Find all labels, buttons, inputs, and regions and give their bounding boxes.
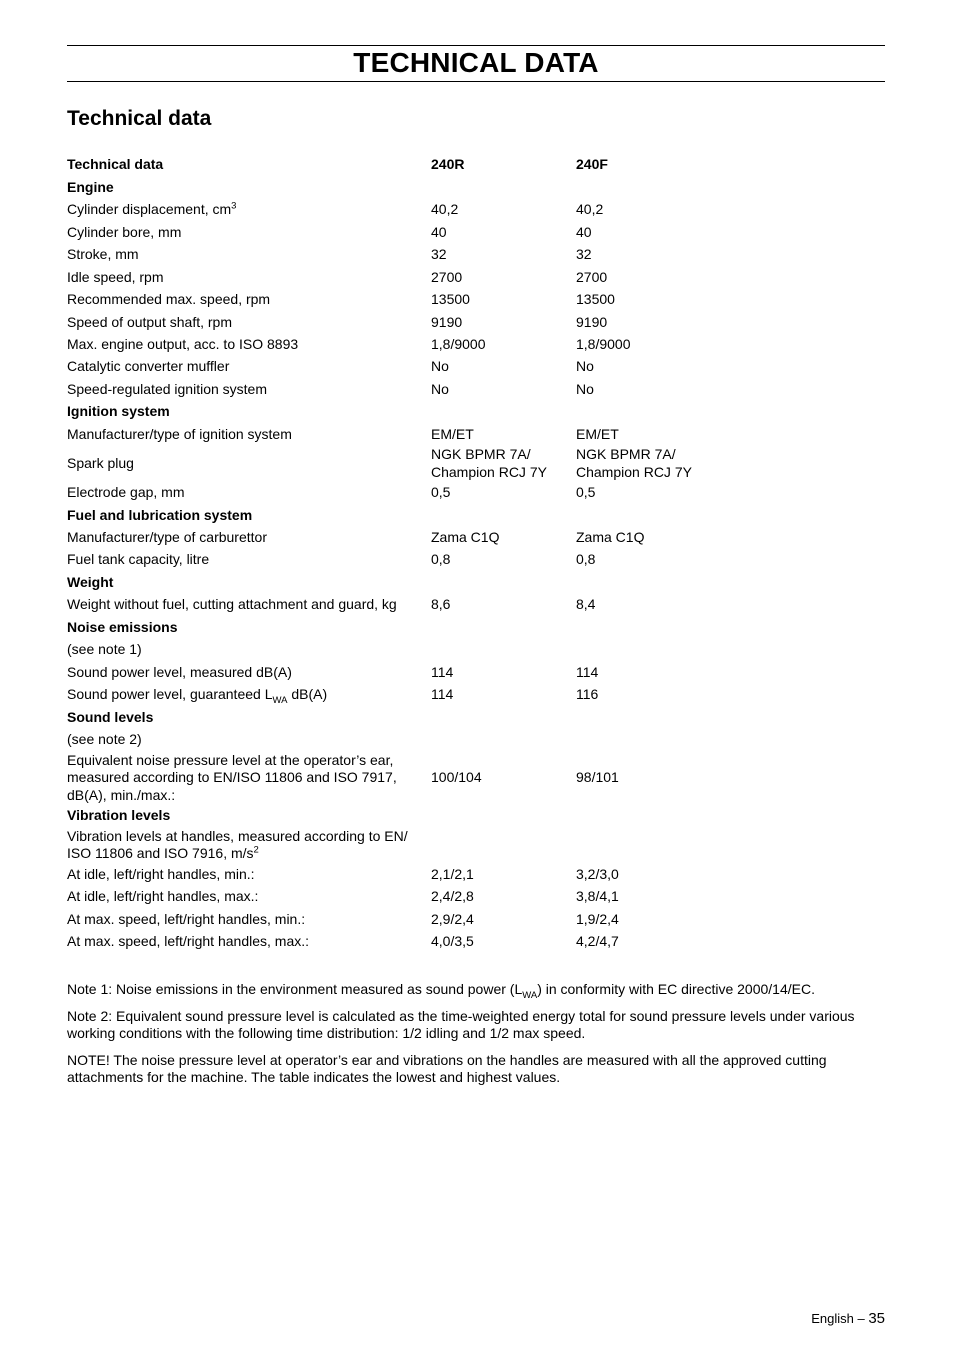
table-row xyxy=(67,266,887,288)
value-240f: 1,8/9000 xyxy=(576,335,631,352)
value-240f: 13500 xyxy=(576,291,615,308)
value-240f: 4,2/4,7 xyxy=(576,933,619,950)
row-label: Manufacturer/type of ignition system xyxy=(67,425,292,442)
table-section-row xyxy=(67,616,887,638)
value-240f: 9190 xyxy=(576,313,608,330)
section-title: Technical data xyxy=(67,107,212,130)
row-label: At idle, left/right handles, max.: xyxy=(67,888,259,905)
table-row xyxy=(67,334,887,356)
row-label: Cylinder bore, mm xyxy=(67,223,182,240)
row-label: At max. speed, left/right handles, max.: xyxy=(67,933,310,950)
note-2: Note 2: Equivalent sound pressure level is calculated as the time-weighted energy total for sound pressure levels under various working conditions with the following time distribution: 1/2 idling and 1/2 max speed. xyxy=(67,1007,855,1041)
note-3: NOTE! The noise pressure level at operator’s ear and vibrations on the handles are measured with all the approved cutting attachments for the machine. The table indicates the lowest and highest values. xyxy=(67,1051,827,1085)
table-section-row xyxy=(67,401,887,423)
section-heading: Weight xyxy=(67,573,114,590)
value-240r: 100/104 xyxy=(431,769,482,786)
value-240r: 4,0/3,5 xyxy=(431,933,474,950)
value-240f: 40,2 xyxy=(576,201,604,218)
table-row xyxy=(67,378,887,400)
row-label: Cylinder displacement, $cm^3$ xyxy=(67,200,237,218)
table-row xyxy=(67,908,887,930)
header-bottom-rule xyxy=(67,81,885,82)
row-label: Speed of output shaft, rpm xyxy=(67,313,232,330)
row-label: Recommended max. speed, rpm xyxy=(67,291,271,308)
section-heading: Vibration levels xyxy=(67,807,171,824)
table-row xyxy=(67,886,887,908)
value-240f xyxy=(576,729,887,751)
row-label: At idle, left/right handles, min.: xyxy=(67,865,255,882)
row-label: Idle speed, rpm xyxy=(67,268,164,285)
value-240r: No xyxy=(431,358,449,375)
value-240r: Zama C1Q xyxy=(431,529,500,546)
table-row xyxy=(67,356,887,378)
value-240r: 40 xyxy=(431,223,447,240)
row-label: Sound power level, measured dB(A) xyxy=(67,663,292,680)
value-240f: 3,2/3,0 xyxy=(576,865,619,882)
table-row xyxy=(67,639,887,661)
table-row xyxy=(67,199,887,221)
page-number: 35 xyxy=(868,1310,885,1327)
table-row xyxy=(67,751,887,805)
value-240r: 0,8 xyxy=(431,551,451,568)
row-label: (see note 2) xyxy=(67,730,142,747)
row-label: Manufacturer/type of carburettor xyxy=(67,529,267,546)
table-row xyxy=(67,289,887,311)
value-240f: 0,8 xyxy=(576,551,596,568)
row-label: Weight without fuel, cutting attachment and guard, kg xyxy=(67,596,397,613)
value-240r: 2,1/2,1 xyxy=(431,865,474,882)
row-label: (see note 1) xyxy=(67,641,142,658)
note-1: Note 1: Noise emissions in the environment measured as sound power $(L_{WA})$ in conformity with EC directive 2000/14/EC. xyxy=(67,981,815,1001)
value-240f: 98/101 xyxy=(576,769,619,786)
table-section-row xyxy=(67,504,887,526)
table-row xyxy=(67,594,887,616)
value-240r: 114 xyxy=(431,686,454,703)
table-header-240r: 240R xyxy=(431,156,465,173)
row-label: Max. engine output, acc. to ISO 8893 xyxy=(67,335,299,352)
table-row xyxy=(67,221,887,243)
table-row xyxy=(67,931,887,953)
value-240f: 2700 xyxy=(576,268,608,285)
table-header-240f: 240F xyxy=(576,156,608,173)
table-row xyxy=(67,446,887,482)
row-label: Speed-regulated ignition system xyxy=(67,380,268,397)
table-header-row xyxy=(67,154,887,176)
row-label: Equivalent noise pressure level at the operator’s ear, measured according to EN/ISO 11806 and ISO 7917, dB(A), min./max.: xyxy=(67,751,397,803)
notes-block xyxy=(67,981,885,1096)
table-section-row xyxy=(67,176,887,198)
value-240r: EM/ET xyxy=(431,425,474,442)
table-row xyxy=(67,482,887,504)
table-row xyxy=(67,244,887,266)
value-240r: 0,5 xyxy=(431,484,451,501)
table-row xyxy=(67,549,887,571)
technical-data-table xyxy=(67,154,887,953)
value-240r: NGK BPMR 7A/ Champion RCJ 7Y xyxy=(431,446,547,480)
value-240f: 8,4 xyxy=(576,596,596,613)
row-label: Spark plug xyxy=(67,454,134,471)
value-240r: 8,6 xyxy=(431,596,451,613)
row-label: Fuel tank capacity, litre xyxy=(67,551,210,568)
value-240f: 3,8/4,1 xyxy=(576,888,619,905)
value-240f: 0,5 xyxy=(576,484,596,501)
value-240r: 2,4/2,8 xyxy=(431,888,474,905)
value-240r xyxy=(431,639,576,661)
table-row xyxy=(67,423,887,445)
footer-language: English xyxy=(811,1311,854,1326)
section-heading: Fuel and lubrication system xyxy=(67,506,253,523)
value-240f: No xyxy=(576,380,594,397)
value-240r: 32 xyxy=(431,246,447,263)
value-240f: 1,9/2,4 xyxy=(576,910,619,927)
table-row xyxy=(67,684,887,706)
table-row xyxy=(67,863,887,885)
row-label: Vibration levels at handles, measured according to EN/ ISO 11806 and ISO 7916, $m/s^2$ xyxy=(67,827,408,862)
table-section-row xyxy=(67,805,887,827)
value-240r: 1,8/9000 xyxy=(431,335,486,352)
section-heading: Sound levels xyxy=(67,708,154,725)
value-240r xyxy=(431,827,576,863)
value-240r xyxy=(431,729,576,751)
value-240f: 114 xyxy=(576,663,599,680)
value-240r: 114 xyxy=(431,663,454,680)
table-row xyxy=(67,827,887,863)
value-240f: NGK BPMR 7A/ Champion RCJ 7Y xyxy=(576,446,692,480)
value-240f: 116 xyxy=(576,686,599,703)
value-240f: No xyxy=(576,358,594,375)
value-240f: EM/ET xyxy=(576,425,619,442)
value-240r: 2,9/2,4 xyxy=(431,910,474,927)
section-heading: Noise emissions xyxy=(67,618,178,635)
value-240f: Zama C1Q xyxy=(576,529,645,546)
value-240r: 40,2 xyxy=(431,201,459,218)
row-label: Stroke, mm xyxy=(67,246,139,263)
table-section-row xyxy=(67,706,887,728)
value-240r: 9190 xyxy=(431,313,463,330)
value-240f: 32 xyxy=(576,246,592,263)
row-label: At max. speed, left/right handles, min.: xyxy=(67,910,306,927)
page-header-title: TECHNICAL DATA xyxy=(353,47,599,78)
value-240r: 13500 xyxy=(431,291,470,308)
value-240f xyxy=(576,639,887,661)
table-row xyxy=(67,661,887,683)
value-240f: 40 xyxy=(576,223,592,240)
table-row xyxy=(67,527,887,549)
row-label: Electrode gap, mm xyxy=(67,484,185,501)
value-240f xyxy=(576,827,887,863)
row-label: Catalytic converter muffler xyxy=(67,358,230,375)
table-section-row xyxy=(67,571,887,593)
section-heading: Engine xyxy=(67,178,114,195)
value-240r: No xyxy=(431,380,449,397)
table-header-label: Technical data xyxy=(67,156,164,173)
table-row xyxy=(67,729,887,751)
row-label: Sound power level, guaranteed $L_{WA}$ dB(A) xyxy=(67,686,328,706)
value-240r: 2700 xyxy=(431,268,463,285)
section-heading: Ignition system xyxy=(67,403,170,420)
footer-separator: – xyxy=(857,1311,865,1326)
page-footer xyxy=(811,1310,885,1327)
table-row xyxy=(67,311,887,333)
